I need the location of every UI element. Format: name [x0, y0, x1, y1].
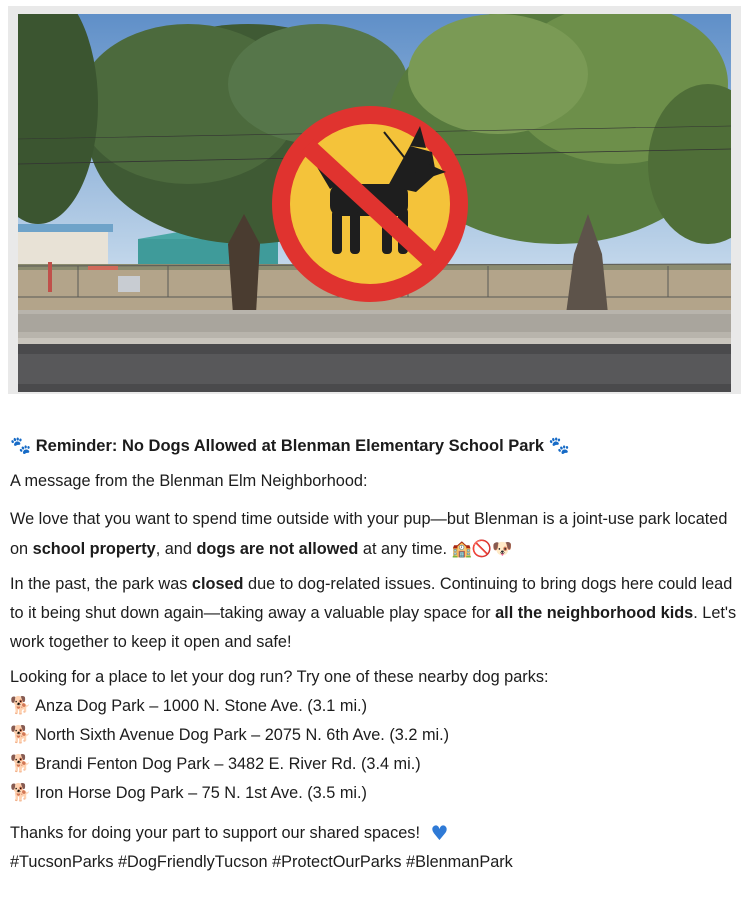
park-name: Anza Dog Park – 1000 N. Stone Ave. (3.1 mi.) — [35, 697, 368, 715]
p1-text-a: We love that you want to spend time outside with your pup—but Blenman is a joint-use park located on — [10, 510, 728, 558]
thanks-line — [10, 817, 739, 848]
parks-intro: Looking for a place to let your dog run? Try one of these nearby dog parks: — [10, 668, 549, 686]
park-name: Iron Horse Dog Park – 75 N. 1st Ave. (3.5 mi.) — [35, 784, 367, 802]
post-title-text: Reminder: No Dogs Allowed at Blenman Elementary School Park — [35, 437, 545, 455]
post-body — [10, 432, 739, 877]
p1-text-e: at any time. — [358, 540, 448, 558]
list-item — [10, 692, 739, 721]
paw-prints-icon: 🐾 — [10, 436, 32, 456]
school-prohibited-dog-emojis: 🏫🚫🐶 — [451, 539, 513, 558]
p1-bold-school-property: school property — [32, 540, 156, 558]
dog-icon: 🐕 — [10, 783, 32, 803]
paragraph-history — [10, 570, 739, 657]
post-title — [10, 432, 739, 461]
park-name: North Sixth Avenue Dog Park – 2075 N. 6th Ave. (3.2 mi.) — [35, 726, 450, 744]
p1-text-c: , and — [155, 540, 197, 558]
photo-frame — [8, 6, 741, 394]
list-item — [10, 750, 739, 779]
no-dogs-icon — [272, 106, 468, 302]
p2-bold-kids: all the neighborhood kids — [495, 604, 694, 622]
p2-text-a: In the past, the park was — [10, 575, 192, 593]
p2-text-e: . Let's work together to keep it open and safe! — [10, 604, 737, 651]
thanks-text: Thanks for doing your part to support our shared spaces! — [10, 824, 420, 842]
p2-text-c: due to dog-related issues. Continuing to bring dogs here could lead to it being shut down again—taking away a valuable play space for — [10, 575, 733, 622]
list-item — [10, 721, 739, 750]
park-name: Brandi Fenton Dog Park – 3482 E. River Rd. (3.4 mi.) — [35, 755, 421, 773]
intro-line: A message from the Blenman Elm Neighborhood: — [10, 472, 368, 490]
hashtags[interactable]: #TucsonParks #DogFriendlyTucson #ProtectOurParks #BlenmanPark — [10, 853, 513, 871]
p1-bold-not-allowed: dogs are not allowed — [196, 540, 359, 558]
paragraph-school-property — [10, 505, 739, 564]
dog-icon: 🐕 — [10, 754, 32, 774]
list-item — [10, 779, 739, 808]
blue-heart-icon: ♥ — [430, 821, 449, 845]
p2-bold-closed: closed — [191, 575, 244, 593]
paw-prints-icon: 🐾 — [548, 436, 570, 456]
park-photo — [18, 14, 731, 392]
dog-icon: 🐕 — [10, 725, 32, 745]
dog-icon: 🐕 — [10, 696, 32, 716]
